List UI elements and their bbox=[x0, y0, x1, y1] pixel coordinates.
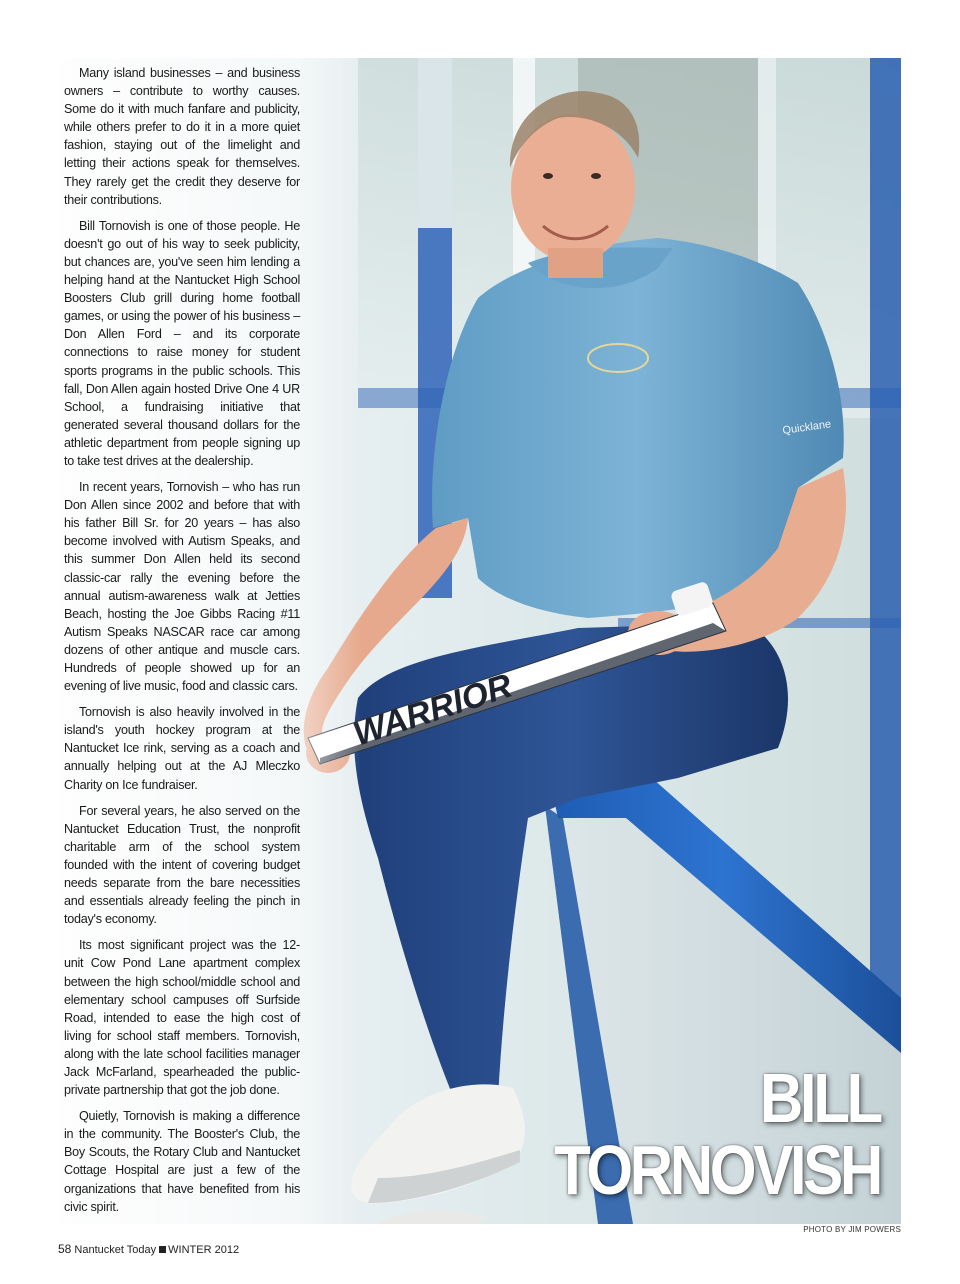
article-paragraph: Bill Tornovish is one of those people. He doesn't go out of his way to seek publicity, but chances are, you've seen him lending a helping hand at the Nantucket High School Boosters Club grill during home football games, or using the power of his business – Don Allen Ford – and its corporate connections to raise money for student sports programs in the public schools. This fall, Don Allen again hosted Drive One 4 UR School, a fundraising initiative that generated several thousand dollars for the athletic department from people signing up to take test drives at the dealership. bbox=[64, 218, 300, 468]
page-number: 58 bbox=[58, 1242, 72, 1256]
article-text-column bbox=[64, 64, 300, 1224]
article-paragraph: Many island businesses – and business owners – contribute to worthy causes. Some do it with much fanfare and publicity, while others prefer to do it in a more quiet fashion, staying out of the limelight and letting their actions speak for themselves. They rarely get the credit they deserve for their contributions. bbox=[64, 66, 300, 207]
article-paragraph: For several years, he also served on the Nantucket Education Trust, the nonprofit charitable arm of the school system founded with the intent of covering budget needs separate from the bare necessities and essentials already feeling the pinch in today's economy. bbox=[64, 803, 300, 927]
title-line-last: TORNOVISH bbox=[554, 1131, 880, 1209]
page-footer bbox=[58, 1242, 239, 1256]
photo-credit: PHOTO BY JIM POWERS bbox=[803, 1225, 901, 1234]
publication-name: Nantucket Today bbox=[74, 1244, 157, 1256]
article-paragraph: In recent years, Tornovish – who has run Don Allen since 2002 and before that with his father Bill Sr. for 20 years – has also become involved with Autism Speaks, and this summer Don Allen held its second classic-car rally the evening before the annual autism-awareness walk at Jetties Beach, hosting the Joe Gibbs Racing #11 Autism Speaks NASCAR race car among dozens of other antique and muscle cars. Hundreds of people showed up for an evening of live music, food and classic cars. bbox=[64, 480, 300, 694]
square-bullet-icon bbox=[159, 1246, 166, 1253]
feature-name-title bbox=[554, 1059, 880, 1209]
article-paragraph: Its most significant project was the 12-unit Cow Pond Lane apartment complex between the high school/middle school and elementary school campuses off Surfside Road, intended to ease the high cost of living for school staff members. Tornovish, along with the late school facilities manager Jack McFarland, spearheaded the public-private partnership that got the job done. bbox=[64, 938, 300, 1098]
article-paragraph: Tornovish is also heavily involved in the island's youth hockey program at the Nantucket Ice rink, serving as a coach and annually helping out at the AJ Mleczko Charity on Ice fundraiser. bbox=[64, 705, 300, 792]
title-line-first: BILL bbox=[760, 1059, 880, 1137]
issue-label: WINTER 2012 bbox=[168, 1244, 240, 1256]
article-paragraph: Quietly, Tornovish is making a difference in the community. The Booster's Club, the Boy Scouts, the Rotary Club and Nantucket Cottage Hospital are just a few of the organizations that have benefited from his civic spirit. bbox=[64, 1109, 300, 1214]
